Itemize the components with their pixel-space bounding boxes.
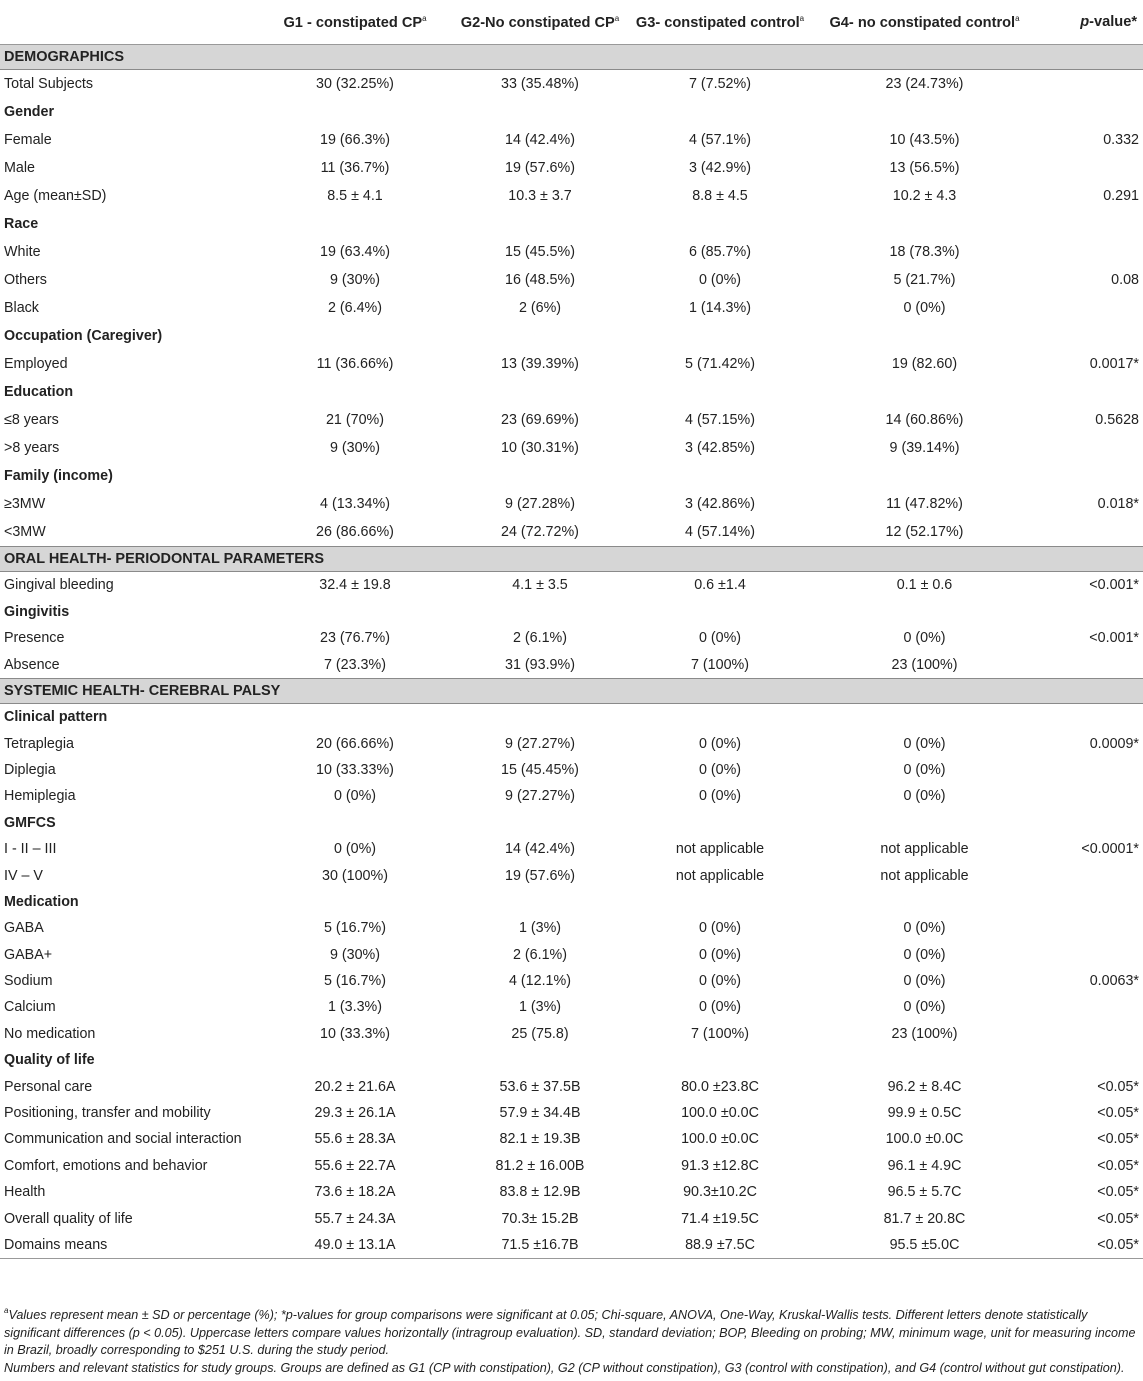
table-row <box>0 1021 1143 1047</box>
g4-cell: 12 (52.17%) <box>885 524 964 540</box>
g2-cell: 2 (6%) <box>518 300 562 316</box>
g4-cell: 0 (0%) <box>903 630 946 647</box>
demographics-section <box>0 45 1143 547</box>
g2-cell: 23 (69.69%) <box>501 412 579 428</box>
g2-cell: 2 (6.1%) <box>512 946 568 963</box>
subheading-gmfcs: GMFCS <box>4 814 56 831</box>
g4-cell: 96.5 ± 5.7C <box>887 1184 962 1201</box>
g2-cell: 4 (12.1%) <box>509 973 571 990</box>
g3-cell: 88.9 ±7.5C <box>628 1232 812 1259</box>
row-label: Overall quality of life <box>4 1210 133 1227</box>
g4-cell: 11 (47.82%) <box>886 496 963 512</box>
g2-cell: 9 (27.27%) <box>505 788 575 805</box>
p-value-cell <box>1037 757 1143 783</box>
g1-cell: 11 (36.7%) <box>320 160 390 176</box>
row-label: Gingival bleeding <box>4 577 114 594</box>
g2-cell: 31 (93.9%) <box>505 656 575 673</box>
row-label: ≤8 years <box>4 412 59 428</box>
g3-cell: 6 (85.7%) <box>689 244 751 260</box>
g2-cell: 13 (39.39%) <box>501 356 579 372</box>
table-row <box>0 652 1143 679</box>
table-row <box>0 1232 1143 1259</box>
p-value-cell: 0.0063* <box>1089 973 1139 990</box>
g4-cell: 10.2 ± 4.3 <box>892 188 957 204</box>
row-label: Presence <box>4 630 65 647</box>
table-row <box>0 126 1143 154</box>
p-value-cell: <0.05* <box>1037 1232 1143 1259</box>
table-row <box>0 1179 1143 1205</box>
g1-cell: 10 (33.3%) <box>320 1025 390 1042</box>
p-value-cell <box>1037 1021 1143 1047</box>
g1-cell: 19 (63.4%) <box>320 244 390 260</box>
row-label: Age (mean±SD) <box>4 188 107 204</box>
g4-cell: not applicable <box>880 841 969 858</box>
subheading-race: Race <box>4 216 39 232</box>
table-row <box>0 154 1143 182</box>
g3-cell: 0 (0%) <box>698 272 742 288</box>
g4-cell: 95.5 ±5.0C <box>812 1232 1037 1259</box>
oral-health-section <box>0 547 1143 679</box>
g2-cell: 83.8 ± 12.9B <box>499 1184 581 1201</box>
g3-cell: 0 (0%) <box>698 999 742 1016</box>
table-row <box>0 625 1143 652</box>
g4-cell: 0.1 ± 0.6 <box>896 577 953 594</box>
g1-cell: 9 (30%) <box>329 272 381 288</box>
g1-cell: 55.6 ± 28.3A <box>314 1131 396 1148</box>
g3-cell: 7 (100%) <box>690 1025 749 1042</box>
g4-cell: 10 (43.5%) <box>889 132 960 148</box>
g2-cell: 1 (3%) <box>518 920 562 937</box>
g1-cell: 30 (32.25%) <box>316 76 394 92</box>
g2-cell: 82.1 ± 19.3B <box>499 1131 581 1148</box>
g1-cell: 29.3 ± 26.1A <box>314 1105 396 1122</box>
g4-cell: 99.9 ± 0.5C <box>887 1105 962 1122</box>
g3-cell: 0 (0%) <box>698 973 742 990</box>
header-g1: G1 - constipated $CP^a$ <box>258 0 452 45</box>
table-row <box>0 1073 1143 1099</box>
header-g4: G4- no constipated control$^a$ <box>812 0 1037 45</box>
g2-cell: 14 (42.4%) <box>505 841 575 858</box>
table-row <box>0 730 1143 756</box>
row-label: Male <box>4 160 35 176</box>
subheading-gingivitis: Gingivitis <box>4 603 70 620</box>
g4-cell: 19 (82.60) <box>891 356 958 372</box>
subheading-education: Education <box>4 384 74 400</box>
g2-cell: 14 (42.4%) <box>505 132 575 148</box>
g4-cell: 9 (39.14%) <box>889 440 960 456</box>
g3-cell: 3 (42.9%) <box>689 160 751 176</box>
footnote-line-2: Numbers and relevant statistics for study groups. Groups are defined as G1 (CP with constipation), G2 (CP without constipation), G3 (control with constipation), and G4 (control without gut constipation). <box>4 1360 1125 1375</box>
g4-cell: 0 (0%) <box>903 999 946 1016</box>
g1-cell: 4 (13.34%) <box>320 496 390 512</box>
g1-cell: 55.6 ± 22.7A <box>314 1157 396 1174</box>
row-label: I - II – III <box>4 841 57 858</box>
g4-cell: 0 (0%) <box>903 973 946 990</box>
subheading-family-income: Family (income) <box>4 468 113 484</box>
g4-cell: 0 (0%) <box>903 761 946 778</box>
g2-cell: 10.3 ± 3.7 <box>508 188 572 204</box>
p-value-cell <box>1037 915 1143 941</box>
p-value-cell: 0.08 <box>1111 272 1139 288</box>
g4-cell: 0 (0%) <box>903 920 946 937</box>
p-value-cell: <0.05* <box>1097 1078 1139 1095</box>
table-row <box>0 238 1143 266</box>
row-label: Sodium <box>4 973 53 990</box>
p-value-cell: <0.05* <box>1097 1157 1139 1174</box>
g2-cell: 15 (45.5%) <box>505 244 575 260</box>
row-label: GABA <box>4 920 44 937</box>
g4-cell: 13 (56.5%) <box>889 160 960 176</box>
row-label: Domains means <box>0 1232 258 1259</box>
g3-cell: 91.3 ±12.8C <box>681 1157 759 1174</box>
g1-cell: 55.7 ± 24.3A <box>314 1210 396 1227</box>
p-value-cell: 0.0017* <box>1089 356 1139 372</box>
g3-cell: 0 (0%) <box>698 788 742 805</box>
header-empty-cell <box>0 0 258 45</box>
g1-cell: 0 (0%) <box>333 841 377 858</box>
p-value-cell <box>1037 294 1143 322</box>
row-label: ≥3MW <box>4 496 46 512</box>
g3-cell: 90.3±10.2C <box>683 1184 757 1201</box>
g4-cell: 18 (78.3%) <box>889 244 960 260</box>
g3-cell: 1 (14.3%) <box>689 300 751 316</box>
g1-cell: 10 (33.33%) <box>316 761 394 778</box>
table-row <box>0 572 1143 599</box>
table-row <box>0 518 1143 547</box>
p-value-cell: 0.5628 <box>1095 412 1139 428</box>
g1-cell: 9 (30%) <box>329 946 381 963</box>
g2-cell: 1 (3%) <box>518 999 562 1016</box>
g1-cell: 5 (16.7%) <box>324 920 386 937</box>
g3-cell: 5 (71.42%) <box>685 356 755 372</box>
table-row <box>0 783 1143 809</box>
row-label: Absence <box>4 656 60 673</box>
g2-cell: 19 (57.6%) <box>505 160 575 176</box>
p-value-cell <box>1037 154 1143 182</box>
p-value-cell <box>1037 434 1143 462</box>
p-value-cell: <0.05* <box>1097 1105 1139 1122</box>
row-label: Others <box>4 272 47 288</box>
subheading-clinical-pattern: Clinical pattern <box>4 709 108 726</box>
g2-cell: 71.5 ±16.7B <box>452 1232 628 1259</box>
g4-cell: 23 (100%) <box>891 1025 958 1042</box>
p-value-cell <box>1037 862 1143 888</box>
g3-cell: 80.0 ±23.8C <box>681 1078 759 1095</box>
row-label: >8 years <box>4 440 60 456</box>
g3-cell: 0 (0%) <box>698 946 742 963</box>
table-row <box>0 182 1143 210</box>
g3-cell: 4 (57.15%) <box>685 412 755 428</box>
row-label: <3MW <box>4 524 46 540</box>
g4-cell: 0 (0%) <box>903 788 946 805</box>
g1-cell: 20 (66.66%) <box>316 735 394 752</box>
table-row <box>0 1100 1143 1126</box>
g1-cell: 11 (36.66%) <box>316 356 394 372</box>
p-value-cell <box>1037 994 1143 1020</box>
g4-cell: 14 (60.86%) <box>885 412 964 428</box>
table-row <box>0 968 1143 994</box>
g4-cell: 0 (0%) <box>903 300 946 316</box>
g4-cell: 96.1 ± 4.9C <box>887 1157 962 1174</box>
g1-cell: 2 (6.4%) <box>327 300 383 316</box>
g2-cell: 9 (27.27%) <box>505 735 575 752</box>
p-value-cell <box>1037 783 1143 809</box>
g3-cell: 3 (42.86%) <box>685 496 755 512</box>
g3-cell: 0 (0%) <box>698 761 742 778</box>
g4-cell: 96.2 ± 8.4C <box>887 1078 962 1095</box>
header-g3: G3- constipated control$^a$ <box>628 0 812 45</box>
p-value-cell <box>1037 518 1143 547</box>
g3-cell: 3 (42.85%) <box>685 440 755 456</box>
row-label: Employed <box>4 356 68 372</box>
g3-cell: 0.6 ±1.4 <box>694 577 746 594</box>
g2-cell: 57.9 ± 34.4B <box>499 1105 581 1122</box>
g2-cell: 10 (30.31%) <box>501 440 579 456</box>
row-label: Health <box>4 1184 46 1201</box>
row-label: Female <box>4 132 52 148</box>
g2-cell: 25 (75.8) <box>511 1025 569 1042</box>
row-label: Communication and social interaction <box>4 1131 242 1148</box>
g2-cell: 33 (35.48%) <box>501 76 579 92</box>
row-label: Hemiplegia <box>4 788 76 805</box>
section-heading-oral-health: ORAL HEALTH- PERIODONTAL PARAMETERS <box>0 547 1143 572</box>
header-g2: G2-No constipated $CP^a$ <box>452 0 628 45</box>
header-p-value: p-value* <box>1037 0 1143 45</box>
g3-cell: 100.0 ±0.0C <box>681 1131 759 1148</box>
g3-cell: 4 (57.1%) <box>689 132 751 148</box>
row-label: Calcium <box>4 999 56 1016</box>
p-value-cell <box>1037 652 1143 679</box>
g4-cell: 0 (0%) <box>903 946 946 963</box>
g2-cell: 15 (45.45%) <box>501 761 579 778</box>
g2-cell: 19 (57.6%) <box>505 867 575 884</box>
g3-cell: 8.8 ± 4.5 <box>692 188 748 204</box>
g3-cell: 0 (0%) <box>698 735 742 752</box>
row-label: Total Subjects <box>4 76 94 92</box>
row-label: No medication <box>4 1025 96 1042</box>
p-value-cell <box>1037 238 1143 266</box>
table-row <box>0 350 1143 378</box>
row-label: Positioning, transfer and mobility <box>4 1105 211 1122</box>
g4-cell: 100.0 ±0.0C <box>885 1131 964 1148</box>
g2-cell: 70.3± 15.2B <box>501 1210 579 1227</box>
g2-cell: 2 (6.1%) <box>512 630 568 647</box>
section-heading-demographics: DEMOGRAPHICS <box>0 45 1143 70</box>
table-row <box>0 862 1143 888</box>
g1-cell: 5 (16.7%) <box>324 973 386 990</box>
p-value-cell <box>1037 70 1143 99</box>
g4-cell: 81.7 ± 20.8C <box>883 1210 966 1227</box>
table-row <box>0 942 1143 968</box>
table-row <box>0 490 1143 518</box>
g2-cell: 16 (48.5%) <box>505 272 575 288</box>
table-row <box>0 1153 1143 1179</box>
table-row <box>0 266 1143 294</box>
g1-cell: 49.0 ± 13.1A <box>258 1232 452 1259</box>
g3-cell: 7 (7.52%) <box>689 76 751 92</box>
g1-cell: 9 (30%) <box>329 440 381 456</box>
g3-cell: not applicable <box>675 841 765 858</box>
row-label: White <box>4 244 41 260</box>
row-label: IV – V <box>4 867 43 884</box>
row-label: Personal care <box>4 1078 93 1095</box>
g4-cell: 0 (0%) <box>903 735 946 752</box>
g3-cell: 0 (0%) <box>698 920 742 937</box>
g1-cell: 21 (70%) <box>325 412 384 428</box>
g2-cell: 24 (72.72%) <box>501 524 579 540</box>
g1-cell: 20.2 ± 21.6A <box>314 1078 396 1095</box>
table-row <box>0 294 1143 322</box>
row-label: GABA+ <box>4 946 53 963</box>
g1-cell: 1 (3.3%) <box>327 999 383 1016</box>
p-value-cell: <0.001* <box>1089 630 1139 647</box>
g4-cell: 23 (100%) <box>891 656 958 673</box>
subheading-gender: Gender <box>4 104 55 120</box>
g2-cell: 81.2 ± 16.00B <box>495 1157 585 1174</box>
p-value-cell <box>1037 942 1143 968</box>
g1-cell: 73.6 ± 18.2A <box>314 1184 396 1201</box>
g1-cell: 0 (0%) <box>333 788 377 805</box>
table-row <box>0 836 1143 862</box>
g3-cell: 4 (57.14%) <box>685 524 755 540</box>
g1-cell: 26 (86.66%) <box>316 524 394 540</box>
table-row <box>0 406 1143 434</box>
p-value-cell: <0.05* <box>1097 1210 1139 1227</box>
table-row <box>0 1126 1143 1152</box>
p-value-cell: <0.001* <box>1089 577 1139 594</box>
table-row <box>0 434 1143 462</box>
g4-cell: 5 (21.7%) <box>893 272 956 288</box>
p-value-cell: 0.291 <box>1103 188 1139 204</box>
table-row <box>0 757 1143 783</box>
g2-cell: 4.1 ± 3.5 <box>512 577 568 594</box>
row-label: Black <box>4 300 39 316</box>
p-value-cell: <0.0001* <box>1081 841 1139 858</box>
g3-cell: 7 (100%) <box>690 656 749 673</box>
p-value-cell: 0.018* <box>1097 496 1139 512</box>
footnote-line-1: $^a$Values represent mean ± SD or percentage (%); *p-values for group comparisons were significant at 0.05; Chi-square, ANOVA, One-Way, Kruskal-Wallis tests. Different letters denote statistically significant differences (p < 0.05). Uppercase letters compare values horizontally (intragroup evaluation). SD, standard deviation; BOP, Bleeding on probing; MW, minimum wage, unit for measuring income in Brazil, broadly corresponding to $251 U.S. during the study period. <box>4 1306 1136 1358</box>
table-header <box>0 0 1143 45</box>
g1-cell: 23 (76.7%) <box>320 630 390 647</box>
g4-cell: 23 (24.73%) <box>885 76 964 92</box>
p-value-cell: 0.0009* <box>1089 735 1139 752</box>
g3-cell: 0 (0%) <box>698 630 742 647</box>
g2-cell: 9 (27.28%) <box>505 496 575 512</box>
subheading-occupation: Occupation (Caregiver) <box>4 328 163 344</box>
table-row <box>0 1205 1143 1231</box>
table-row <box>0 70 1143 99</box>
g4-cell: not applicable <box>880 867 969 884</box>
p-value-cell: <0.05* <box>1097 1184 1139 1201</box>
row-label: Diplegia <box>4 761 56 778</box>
subheading-medication: Medication <box>4 893 79 910</box>
g1-cell: 30 (100%) <box>322 867 388 884</box>
table-row <box>0 994 1143 1020</box>
g1-cell: 7 (23.3%) <box>324 656 386 673</box>
g1-cell: 8.5 ± 4.1 <box>327 188 383 204</box>
table-footnote <box>4 1302 1140 1377</box>
g1-cell: 32.4 ± 19.8 <box>319 577 391 594</box>
table-row <box>0 915 1143 941</box>
g1-cell: 19 (66.3%) <box>320 132 390 148</box>
p-value-cell: 0.332 <box>1103 132 1139 148</box>
section-heading-systemic-health: SYSTEMIC HEALTH- CEREBRAL PALSY <box>0 679 1143 704</box>
row-label: Comfort, emotions and behavior <box>4 1157 208 1174</box>
g3-cell: 71.4 ±19.5C <box>681 1210 759 1227</box>
subheading-quality-of-life: Quality of life <box>4 1052 95 1069</box>
systemic-health-section <box>0 679 1143 1259</box>
row-label: Tetraplegia <box>4 735 74 752</box>
g2-cell: 53.6 ± 37.5B <box>499 1078 581 1095</box>
g3-cell: 100.0 ±0.0C <box>681 1105 759 1122</box>
p-value-cell: <0.05* <box>1097 1131 1139 1148</box>
g3-cell: not applicable <box>675 867 765 884</box>
